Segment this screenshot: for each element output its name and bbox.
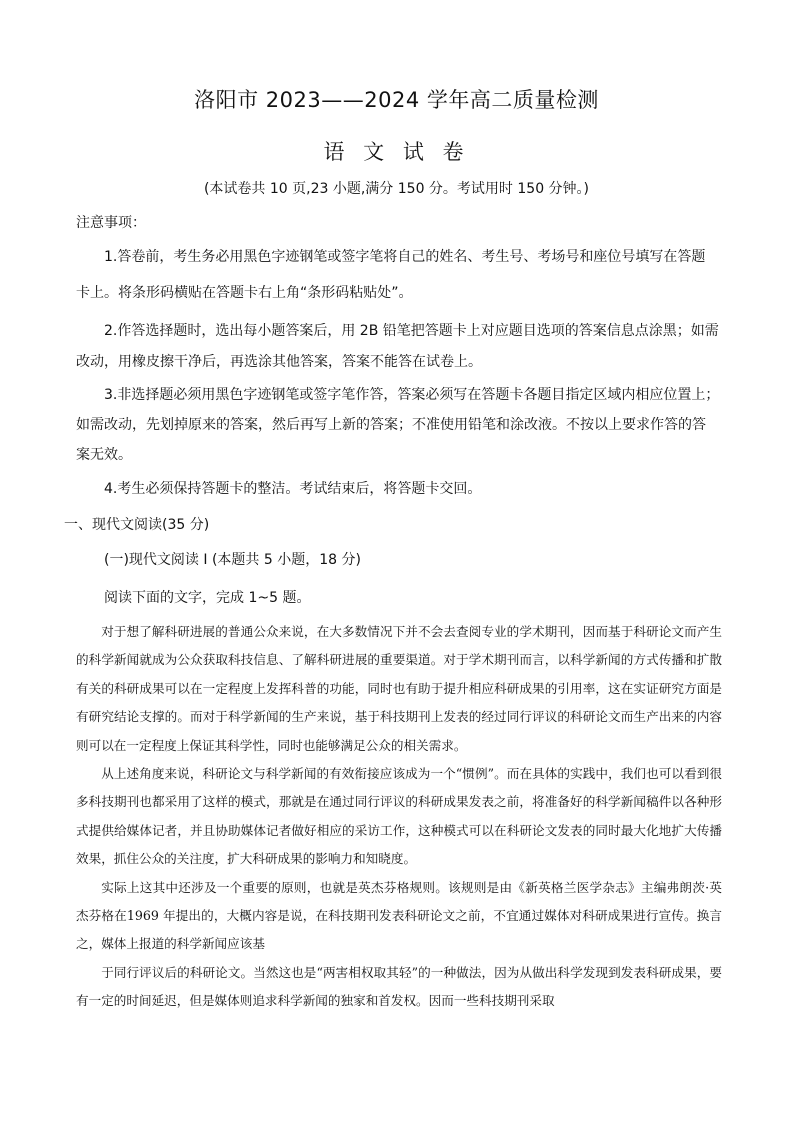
note-item-1: 1.答卷前，考生务必用黑色字迹钢笔或签字笔将自己的姓名、考生号、考场号和座位号填写在答题 [104, 249, 706, 265]
notes-heading: 注意事项： [76, 215, 146, 231]
section-heading: 一、现代文阅读(35 分) [64, 517, 210, 533]
note-item-3: 3.非选择题必须用黑色字迹钢笔或签字笔作答，答案必须写在答题卡各题目指定区域内相应位置上； [104, 387, 720, 403]
passage-paragraph-3: 实际上这其中还涉及一个重要的原则，也就是英杰芬格规则。该规则是由《新英格兰医学杂志》主编弗朗茨·英杰芬格在1969 年提出的，大概内容是说，在科技期刊发表科研论文之前，不宜通过媒体对科研成果进行宣传。换言之，媒体上报道的科学新闻应该基 [76, 879, 722, 952]
note-item-3-end: 案无效。 [76, 447, 132, 463]
note-item-1-cont: 卡上。将条形码横贴在答题卡右上角“条形码粘贴处”。 [76, 285, 413, 301]
passage-paragraph-1: 对于想了解科研进展的普通公众来说，在大多数情况下并不会去查阅专业的学术期刊，因而基于科研论文而产生的科学新闻就成为公众获取科技信息、了解科研进展的重要渠道。对于学术期刊而言，以科学新闻的方式传播和扩散有关的科研成果可以在一定程度上发挥科普的功能，同时也有助于提升相应科研成果的引用率，这在实证研究方面是有研究结论支撑的。而对于科学新闻的生产来说，基于科技期刊上发表的经过同行评议的科研论文而生产出来的内容则可以在一定程度上保证其科学性，同时也能够满足公众的相关需求。 [76, 624, 722, 753]
exam-title: 洛阳市 2023——2024 学年高二质量检测 [194, 88, 599, 112]
subsection-heading: (一)现代文阅读 I (本题共 5 小题，18 分) [104, 552, 361, 568]
note-item-2: 2.作答选择题时，选出每小题答案后，用 2B 铅笔把答题卡上对应题目选项的答案信息点涂黑；如需 [104, 323, 719, 339]
note-item-3-cont: 如需改动，先划掉原来的答案，然后再写上新的答案；不准使用铅笔和涂改液。不按以上要求作答的答 [76, 417, 706, 433]
note-item-2-cont: 改动，用橡皮擦干净后，再选涂其他答案，答案不能答在试卷上。 [76, 354, 482, 370]
reading-instruction: 阅读下面的文字，完成 1~5 题。 [104, 590, 311, 606]
exam-scope: (本试卷共 10 页,23 小题,满分 150 分。考试用时 150 分钟。) [203, 181, 590, 197]
reading-passage [76, 618, 722, 1016]
passage-paragraph-2: 从上述角度来说，科研论文与科学新闻的有效衔接应该成为一个“惯例”。而在具体的实践中，我们也可以看到很多科技期刊也都采用了这样的模式，那就是在通过同行评议的科研成果发表之前，将准备好的科学新闻稿件以各种形式提供给媒体记者，并且协助媒体记者做好相应的采访工作，这种模式可以在科研论文发表的同时最大化地扩大传播效果，抓住公众的关注度，扩大科研成果的影响力和知晓度。 [76, 766, 722, 867]
passage-paragraph-4: 于同行评议后的科研论文。当然这也是“两害相权取其轻”的一种做法，因为从做出科学发现到发表科研成果，要有一定的时间延迟，但是媒体则追求科学新闻的独家和首发权。因而一些科技期刊采取 [76, 964, 722, 1009]
note-item-4: 4.考生必须保持答题卡的整洁。考试结束后，将答题卡交回。 [104, 481, 482, 497]
exam-subject: 语 文 试 卷 [323, 140, 470, 164]
